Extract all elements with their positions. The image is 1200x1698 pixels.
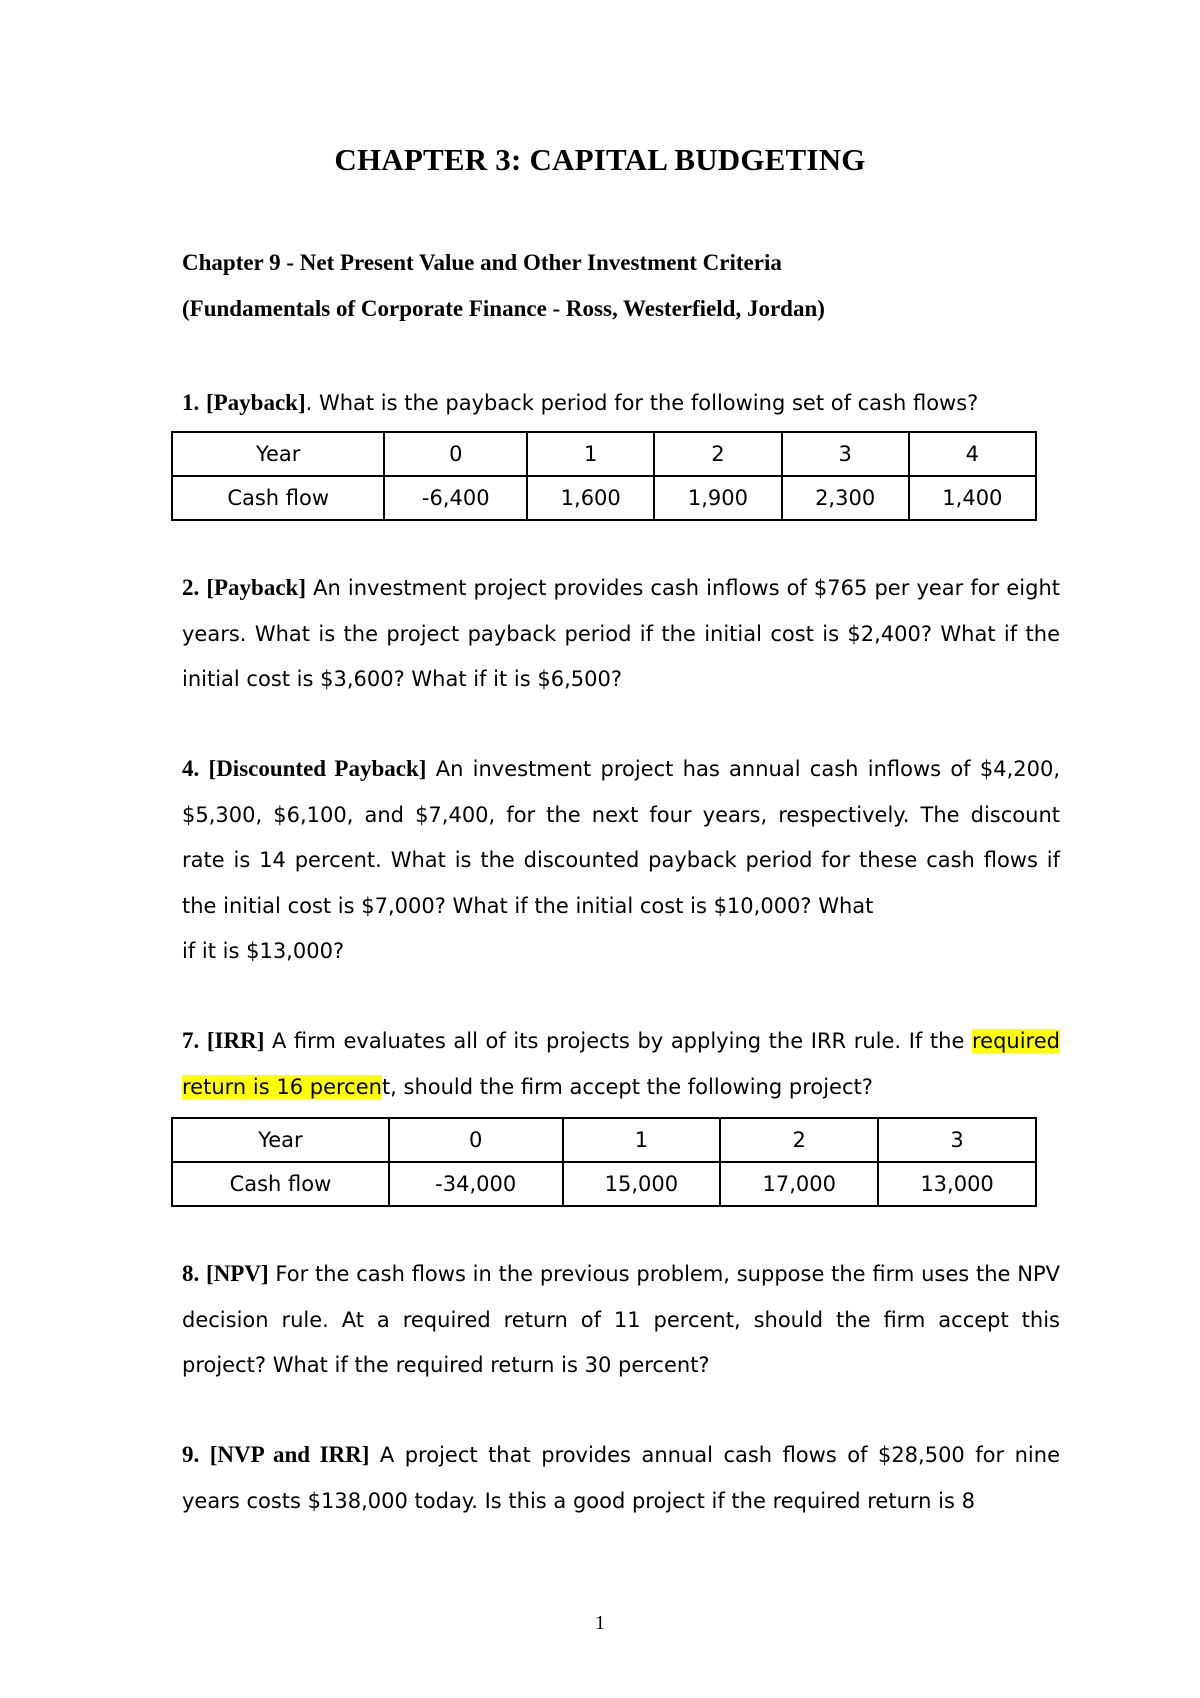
document-title: CHAPTER 3: CAPITAL BUDGETING (334, 142, 866, 177)
question-2 (182, 565, 1060, 703)
table-cell: 2,300 (782, 476, 909, 520)
table-cell: 0 (384, 432, 527, 476)
table-cell: 1,400 (909, 476, 1036, 520)
highlighted-text: required return is 16 percen (182, 1029, 1060, 1099)
table-cell: 2 (720, 1118, 878, 1162)
question-1 (182, 380, 1060, 427)
table-cell: 0 (389, 1118, 563, 1162)
table-row-cash-flow (172, 1162, 1036, 1206)
question-number: 7. (182, 1028, 200, 1053)
question-topic: [IRR] (206, 1028, 265, 1053)
question-text: An investment project provides cash inflows of $765 per year for eight years. What is the project payback period if the initial cost is $2,400? What if the initial cost is $3,600? What if it is $6,500? (182, 576, 1060, 691)
page-number: 1 (595, 1612, 605, 1634)
book-reference: (Fundamentals of Corporate Finance - Ross, Westerfield, Jordan) (182, 296, 825, 321)
row-header: Year (172, 1118, 389, 1162)
question-topic: [NPV] (206, 1261, 269, 1286)
table-cell: 3 (878, 1118, 1036, 1162)
question-number: 1. (182, 390, 200, 415)
question-text: . What is the payback period for the following set of cash flows? (305, 391, 979, 415)
chapter-subtitle: Chapter 9 - Net Present Value and Other Investment Criteria (182, 250, 782, 275)
table-cell: -34,000 (389, 1162, 563, 1206)
question-topic: [Payback] (205, 390, 306, 415)
table-cell: 17,000 (720, 1162, 878, 1206)
table-cell: 3 (782, 432, 909, 476)
question-number: 4. (182, 756, 200, 781)
question-topic: [NVP and IRR] (209, 1442, 370, 1467)
table-cell: 13,000 (878, 1162, 1036, 1206)
question-number: 2. (182, 575, 200, 600)
table-cell: 15,000 (563, 1162, 721, 1206)
question-number: 8. (182, 1261, 200, 1286)
table-row-year (172, 432, 1036, 476)
question-topic: [Discounted Payback] (208, 756, 427, 781)
row-header: Cash flow (172, 1162, 389, 1206)
question-number: 9. (182, 1442, 200, 1467)
question-text-after: t, should the firm accept the following project? (381, 1074, 873, 1099)
question-7 (182, 1018, 1060, 1110)
question-text: A project that provides annual cash flows of $28,500 for nine years costs $138,000 today. Is this a good project if the required return is 8 (182, 1443, 1060, 1513)
table-cell: 2 (654, 432, 781, 476)
question-8 (182, 1251, 1060, 1389)
question-text: A firm evaluates all of its projects by applying the IRR rule. If the (264, 1029, 965, 1053)
table-cell: 1 (563, 1118, 721, 1162)
cash-flow-table-q7 (171, 1117, 1037, 1207)
question-4 (182, 746, 1060, 975)
row-header: Year (172, 432, 384, 476)
question-text: For the cash flows in the previous problem, suppose the firm uses the NPV decision rule. At a required return of 11 percent, should the firm accept this project? What if the required return is 30 percent? (182, 1262, 1060, 1377)
table-row-cash-flow (172, 476, 1036, 520)
question-9 (182, 1432, 1060, 1524)
table-row-year (172, 1118, 1036, 1162)
question-text-last-line: if it is $13,000? (182, 939, 345, 963)
question-text: An investment project has annual cash inflows of $4,200, $5,300, $6,100, and $7,400, for the next four years, respectively. The discount rate is 14 percent. What is the discounted payback period for these cash flows if the initial cost is $7,000? What if the initial cost is $10,000? What (182, 757, 1060, 918)
table-cell: 1,900 (654, 476, 781, 520)
cash-flow-table-q1 (171, 431, 1037, 521)
table-cell: 1,600 (527, 476, 654, 520)
row-header: Cash flow (172, 476, 384, 520)
table-cell: 1 (527, 432, 654, 476)
question-topic: [Payback] (206, 575, 307, 600)
table-cell: 4 (909, 432, 1036, 476)
table-cell: -6,400 (384, 476, 527, 520)
